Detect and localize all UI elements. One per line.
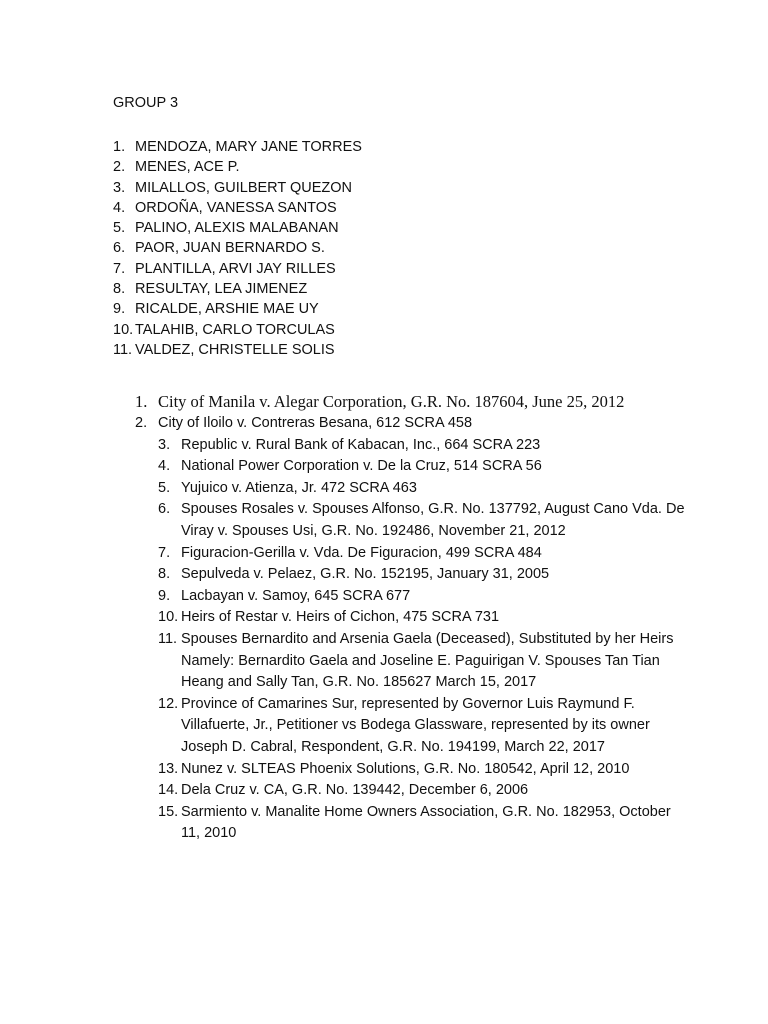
- case-item: [158, 435, 686, 457]
- member-name: TALAHIB, CARLO TORCULAS: [135, 321, 335, 338]
- case-number: 11.: [158, 630, 178, 647]
- case-item: [158, 802, 686, 845]
- case-text: Figuracion-Gerilla v. Vda. De Figuracion, 499 SCRA 484: [181, 544, 542, 561]
- case-text: Dela Cruz v. CA, G.R. No. 139442, December 6, 2006: [181, 782, 529, 799]
- member-name: VALDEZ, CHRISTELLE SOLIS: [135, 341, 335, 358]
- case-text: City of Iloilo v. Contreras Besana, 612 SCRA 458: [158, 415, 473, 431]
- member-item: [113, 198, 362, 218]
- member-number: 10.: [113, 321, 134, 338]
- case-item: [158, 629, 686, 694]
- case-number: 9.: [158, 587, 171, 604]
- case-item: [135, 413, 686, 435]
- case-text: Spouses Rosales v. Spouses Alfonso, G.R. No. 137792, August Cano Vda. De Viray v. Spouses Usi, G.R. No. 192486, November 21, 2012: [181, 501, 685, 539]
- member-name: PLANTILLA, ARVI JAY RILLES: [135, 260, 336, 277]
- member-name: MENES, ACE P.: [135, 159, 240, 176]
- member-name: MILALLOS, GUILBERT QUEZON: [135, 179, 353, 196]
- case-number: 15.: [158, 803, 179, 820]
- member-item: [113, 157, 362, 177]
- member-number: 8.: [113, 281, 126, 298]
- member-number: 1.: [113, 139, 126, 155]
- case-number: 3.: [158, 436, 171, 453]
- member-item: [113, 218, 362, 238]
- member-item: [113, 259, 362, 279]
- member-number: 11.: [113, 341, 133, 358]
- case-number: 2.: [135, 415, 148, 431]
- member-number: 6.: [113, 240, 126, 257]
- member-number: 2.: [113, 159, 126, 176]
- case-text: Province of Camarines Sur, represented by Governor Luis Raymund F. Villafuerte, Jr., Petitioner vs Bodega Glassware, represented by its owner Joseph D. Cabral, Respondent, G.R. No. 194199, March 22, 2017: [181, 695, 650, 755]
- case-number: 13.: [158, 760, 179, 777]
- member-name: ORDOÑA, VANESSA SANTOS: [135, 199, 337, 216]
- member-name: RESULTAY, LEA JIMENEZ: [135, 281, 308, 298]
- case-item: [135, 391, 686, 413]
- case-item: [158, 607, 686, 629]
- member-item: [113, 279, 362, 299]
- member-number: 7.: [113, 260, 126, 277]
- member-number: 5.: [113, 220, 126, 237]
- case-text: City of Manila v. Alegar Corporation, G.R. No. 187604, June 25, 2012: [158, 392, 625, 411]
- member-item: [113, 178, 362, 198]
- case-text: National Power Corporation v. De la Cruz, 514 SCRA 56: [181, 458, 542, 475]
- case-list: [135, 391, 686, 845]
- case-text: Republic v. Rural Bank of Kabacan, Inc., 664 SCRA 223: [181, 436, 541, 453]
- member-list: [113, 137, 362, 360]
- member-name: MENDOZA, MARY JANE TORRES: [135, 139, 362, 155]
- case-item: [158, 694, 686, 759]
- case-item: [158, 456, 686, 478]
- member-number: 3.: [113, 179, 126, 196]
- case-item: [158, 759, 686, 781]
- case-number: 10.: [158, 609, 179, 626]
- case-item: [158, 564, 686, 586]
- case-number: 5.: [158, 479, 171, 496]
- member-item: [113, 137, 362, 157]
- case-number: 12.: [158, 695, 179, 712]
- case-number: 7.: [158, 544, 171, 561]
- member-item: [113, 340, 362, 360]
- member-item: [113, 299, 362, 319]
- case-text: Nunez v. SLTEAS Phoenix Solutions, G.R. No. 180542, April 12, 2010: [181, 760, 630, 777]
- member-name: PAOR, JUAN BERNARDO S.: [135, 240, 325, 257]
- case-item: [158, 499, 686, 542]
- case-text: Lacbayan v. Samoy, 645 SCRA 677: [181, 587, 411, 604]
- case-text: Sarmiento v. Manalite Home Owners Association, G.R. No. 182953, October 11, 2010: [181, 803, 671, 842]
- member-name: RICALDE, ARSHIE MAE UY: [135, 301, 319, 318]
- case-text: Sepulveda v. Pelaez, G.R. No. 152195, January 31, 2005: [181, 566, 550, 583]
- case-text: Heirs of Restar v. Heirs of Cichon, 475 SCRA 731: [181, 609, 500, 626]
- case-item: [158, 586, 686, 608]
- case-item: [158, 780, 686, 802]
- case-number: 8.: [158, 566, 171, 583]
- member-name: PALINO, ALEXIS MALABANAN: [135, 220, 339, 237]
- case-number: 4.: [158, 458, 171, 475]
- case-number: 1.: [135, 392, 148, 411]
- case-number: 6.: [158, 501, 171, 518]
- case-item: [158, 478, 686, 500]
- member-item: [113, 320, 362, 340]
- group-title: GROUP 3: [113, 95, 179, 111]
- case-text: Spouses Bernardito and Arsenia Gaela (Deceased), Substituted by her Heirs Namely: Bernardito Gaela and Joseline E. Paguirigan V. Spouses Tan Tian Heang and Sally Tan, G.R. No. 185627 March 15, 2017: [181, 630, 674, 691]
- member-number: 9.: [113, 301, 126, 318]
- member-number: 4.: [113, 199, 126, 216]
- case-text: Yujuico v. Atienza, Jr. 472 SCRA 463: [181, 479, 417, 496]
- member-item: [113, 238, 362, 258]
- case-item: [158, 543, 686, 565]
- case-number: 14.: [158, 782, 179, 799]
